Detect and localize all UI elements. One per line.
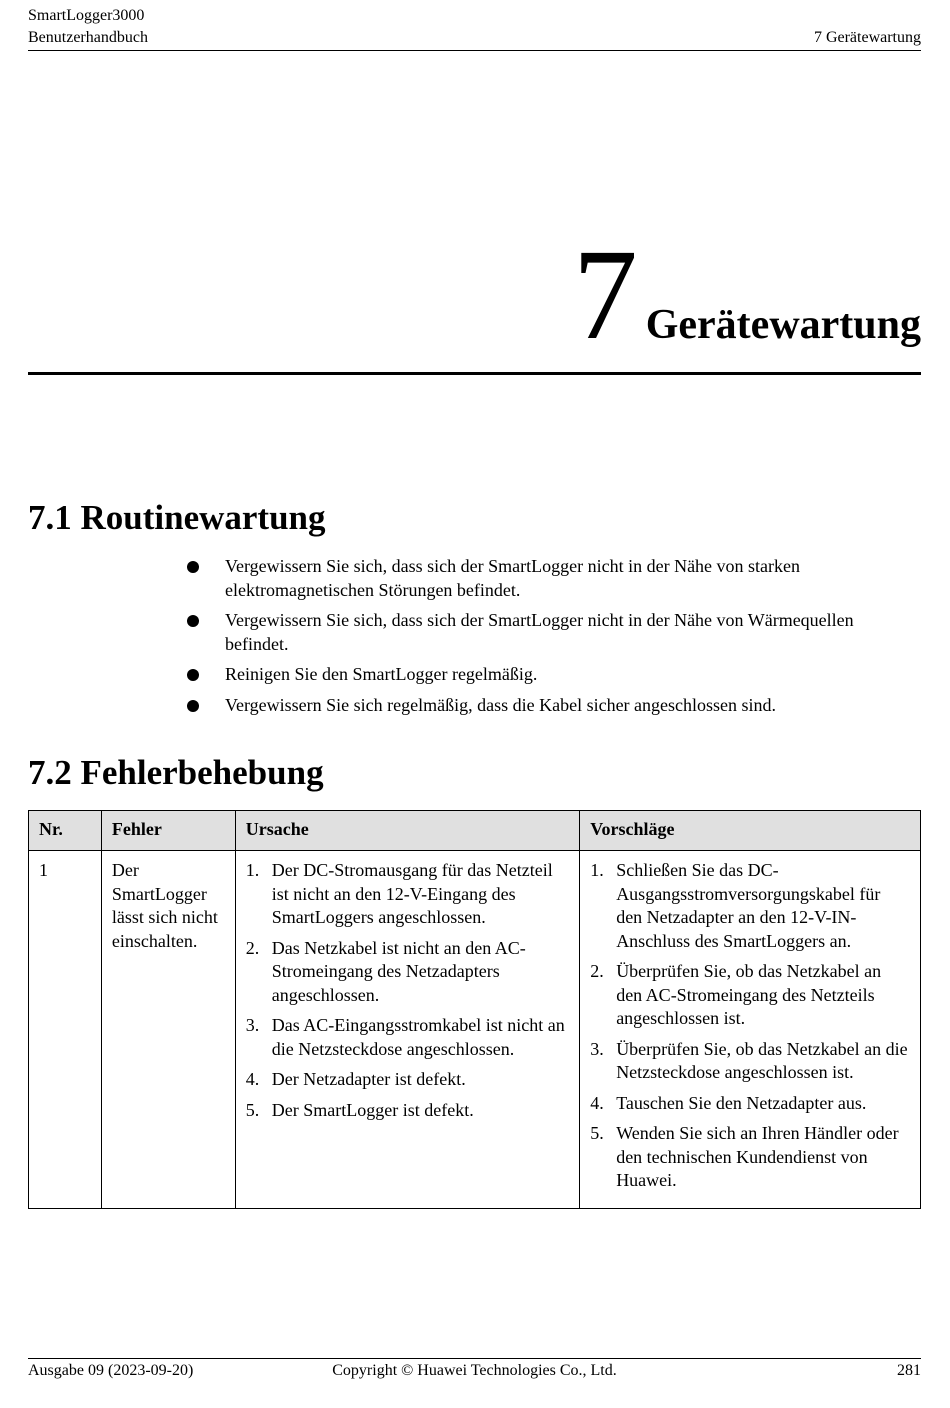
bullet-icon [187,561,199,573]
suggestion-text: Wenden Sie sich an Ihren Händler oder den technischen Kundendienst von Huawei. [616,1123,899,1190]
cell-fehler: Der SmartLogger lässt sich nicht einschalten. [101,851,235,1209]
product-name: SmartLogger3000 [28,7,145,24]
suggestion-item: 2. Überprüfen Sie, ob das Netzkabel an den AC-Stromeingang des Netzteils angeschlossen ist. [590,961,882,1028]
list-item [185,694,910,718]
list-item-text: Reinigen Sie den SmartLogger regelmäßig. [225,664,538,684]
page-footer [28,1358,921,1379]
column-header-nr: Nr. [29,811,102,851]
cause-text: Der Netzadapter ist defekt. [271,1069,466,1089]
bullet-icon [187,700,199,712]
cause-text: Das Netzkabel ist nicht an den AC-Stromeingang des Netzadapters angeschlossen. [271,937,526,1005]
issue-date: Ausgabe 09 (2023-09-20) [28,1362,194,1379]
cause-item: 2. Das Netzkabel ist nicht an den AC-Stromeingang des Netzadapters angeschlossen. [245,937,526,1005]
chapter-reference: 7 Gerätewartung [813,29,921,46]
cause-item: 1. Der DC-Stromausgang für das Netzteil ist nicht an den 12-V-Eingang des SmartLoggers angeschlossen. [245,860,553,927]
list-item-text: Vergewissern Sie sich, dass sich der SmartLogger nicht in der Nähe von starken elektromagnetischen Störungen befindet. [225,556,801,600]
column-header-vorschlaege: Vorschläge [580,811,921,851]
list-item [185,663,910,687]
cause-list [246,859,569,1122]
list-item [185,609,910,656]
chapter-divider [28,372,921,375]
suggestion-text: Überprüfen Sie, ob das Netzkabel an den AC-Stromeingang des Netzteils angeschlossen ist. [616,961,882,1028]
suggestion-text: Schließen Sie das DC-Ausgangsstromversorgungskabel für den Netzadapter an den 12-V-IN-Anschluss des SmartLoggers an. [616,860,881,951]
suggestion-text: Überprüfen Sie, ob das Netzkabel an die Netzsteckdose angeschlossen ist. [616,1038,908,1082]
suggestion-item: 3. Überprüfen Sie, ob das Netzkabel an die Netzsteckdose angeschlossen ist. [590,1038,908,1082]
table-row [29,851,921,1209]
suggestion-list [590,859,910,1193]
chapter-title: Gerätewartung [645,302,921,348]
page-header [28,5,921,51]
page-number: 281 [897,1362,921,1379]
section-heading-fehlerbehebung: 7.2 Fehlerbehebung [28,753,324,792]
suggestion-item: 4. Tauschen Sie den Netzadapter aus. [590,1092,867,1113]
suggestion-item: 1. Schließen Sie das DC-Ausgangsstromversorgungskabel für den Netzadapter an den 12-V-IN-Anschluss des SmartLoggers an. [590,860,881,951]
bullet-icon [187,615,199,627]
cause-item: 3. Das AC-Eingangsstromkabel ist nicht an die Netzsteckdose angeschlossen. [245,1015,565,1059]
chapter-number: 7 [572,223,638,367]
table-header-row [29,811,921,851]
cell-ursache [235,851,579,1209]
cause-item: 4. Der Netzadapter ist defekt. [245,1069,466,1089]
troubleshooting-table [28,810,921,1209]
bullet-icon [187,669,199,681]
column-header-ursache: Ursache [235,811,579,851]
cell-vorschlaege [580,851,921,1209]
copyright-notice: Copyright © Huawei Technologies Co., Ltd. [332,1362,617,1379]
cause-text: Der SmartLogger ist defekt. [271,1099,474,1120]
chapter-title-block [572,223,921,367]
section-heading-routinewartung: 7.1 Routinewartung [28,498,326,537]
column-header-fehler: Fehler [101,811,235,851]
suggestion-text: Tauschen Sie den Netzadapter aus. [616,1092,867,1113]
cause-text: Das AC-Eingangsstromkabel ist nicht an die Netzsteckdose angeschlossen. [271,1015,565,1059]
maintenance-list [185,555,910,724]
cause-text: Der DC-Stromausgang für das Netzteil ist nicht an den 12-V-Eingang des SmartLoggers angeschlossen. [271,860,553,927]
cell-nr: 1 [29,851,102,1209]
cause-item: 5. Der SmartLogger ist defekt. [245,1099,474,1120]
list-item-text: Vergewissern Sie sich, dass sich der SmartLogger nicht in der Nähe von Wärmequellen befindet. [225,610,854,654]
list-item-text: Vergewissern Sie sich regelmäßig, dass die Kabel sicher angeschlossen sind. [225,694,777,715]
list-item [185,555,910,602]
suggestion-item: 5. Wenden Sie sich an Ihren Händler oder den technischen Kundendienst von Huawei. [590,1123,899,1190]
header-left [28,5,148,49]
manual-name: Benutzerhandbuch [28,29,148,46]
